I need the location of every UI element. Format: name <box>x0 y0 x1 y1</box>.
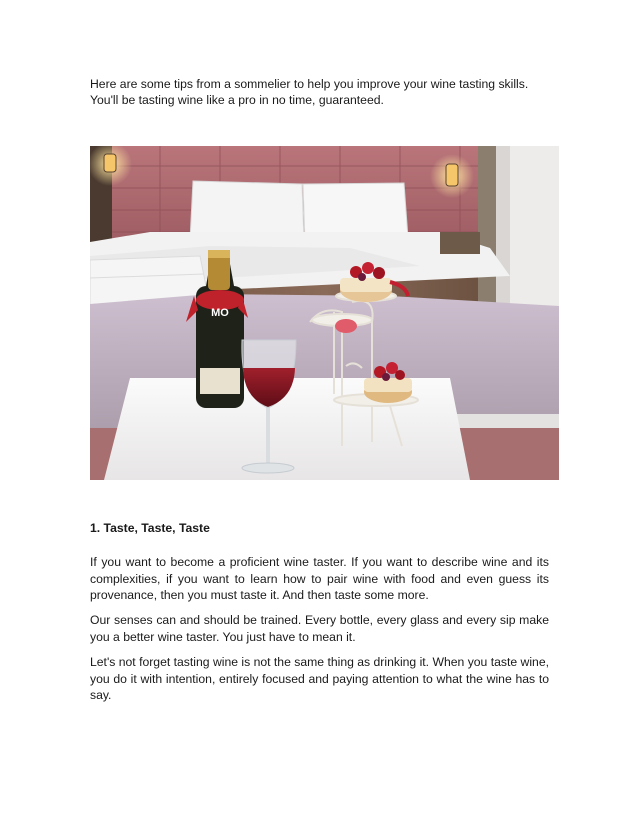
wine-bedroom-photo <box>90 146 559 480</box>
intro-text <box>90 76 560 108</box>
intro-line-1: Here are some tips from a sommelier to help you improve your wine tasting skills. <box>90 77 529 91</box>
macaron <box>335 319 357 333</box>
paragraph-1: If you want to become a proficient wine taster. If you want to describe wine and its complexities, if you want to learn how to pair wine with food and even guess its provenance, then you must taste it. And then taste some more. <box>90 555 549 602</box>
paragraph-2: Our senses can and should be trained. Every bottle, every glass and every sip make you a better wine taster. You just have to mean it. <box>90 613 549 644</box>
bottle-label: MO <box>211 307 229 319</box>
paragraph-3: Let's not forget tasting wine is not the same thing as drinking it. When you taste wine, you do it with intention, entirely focused and paying attention to what the wine has to say. <box>90 655 549 702</box>
section-heading: 1. Taste, Taste, Taste <box>90 521 210 535</box>
intro-line-2: You'll be tasting wine like a pro in no time, guaranteed. <box>90 93 384 107</box>
right-wall-lamp <box>430 154 474 198</box>
